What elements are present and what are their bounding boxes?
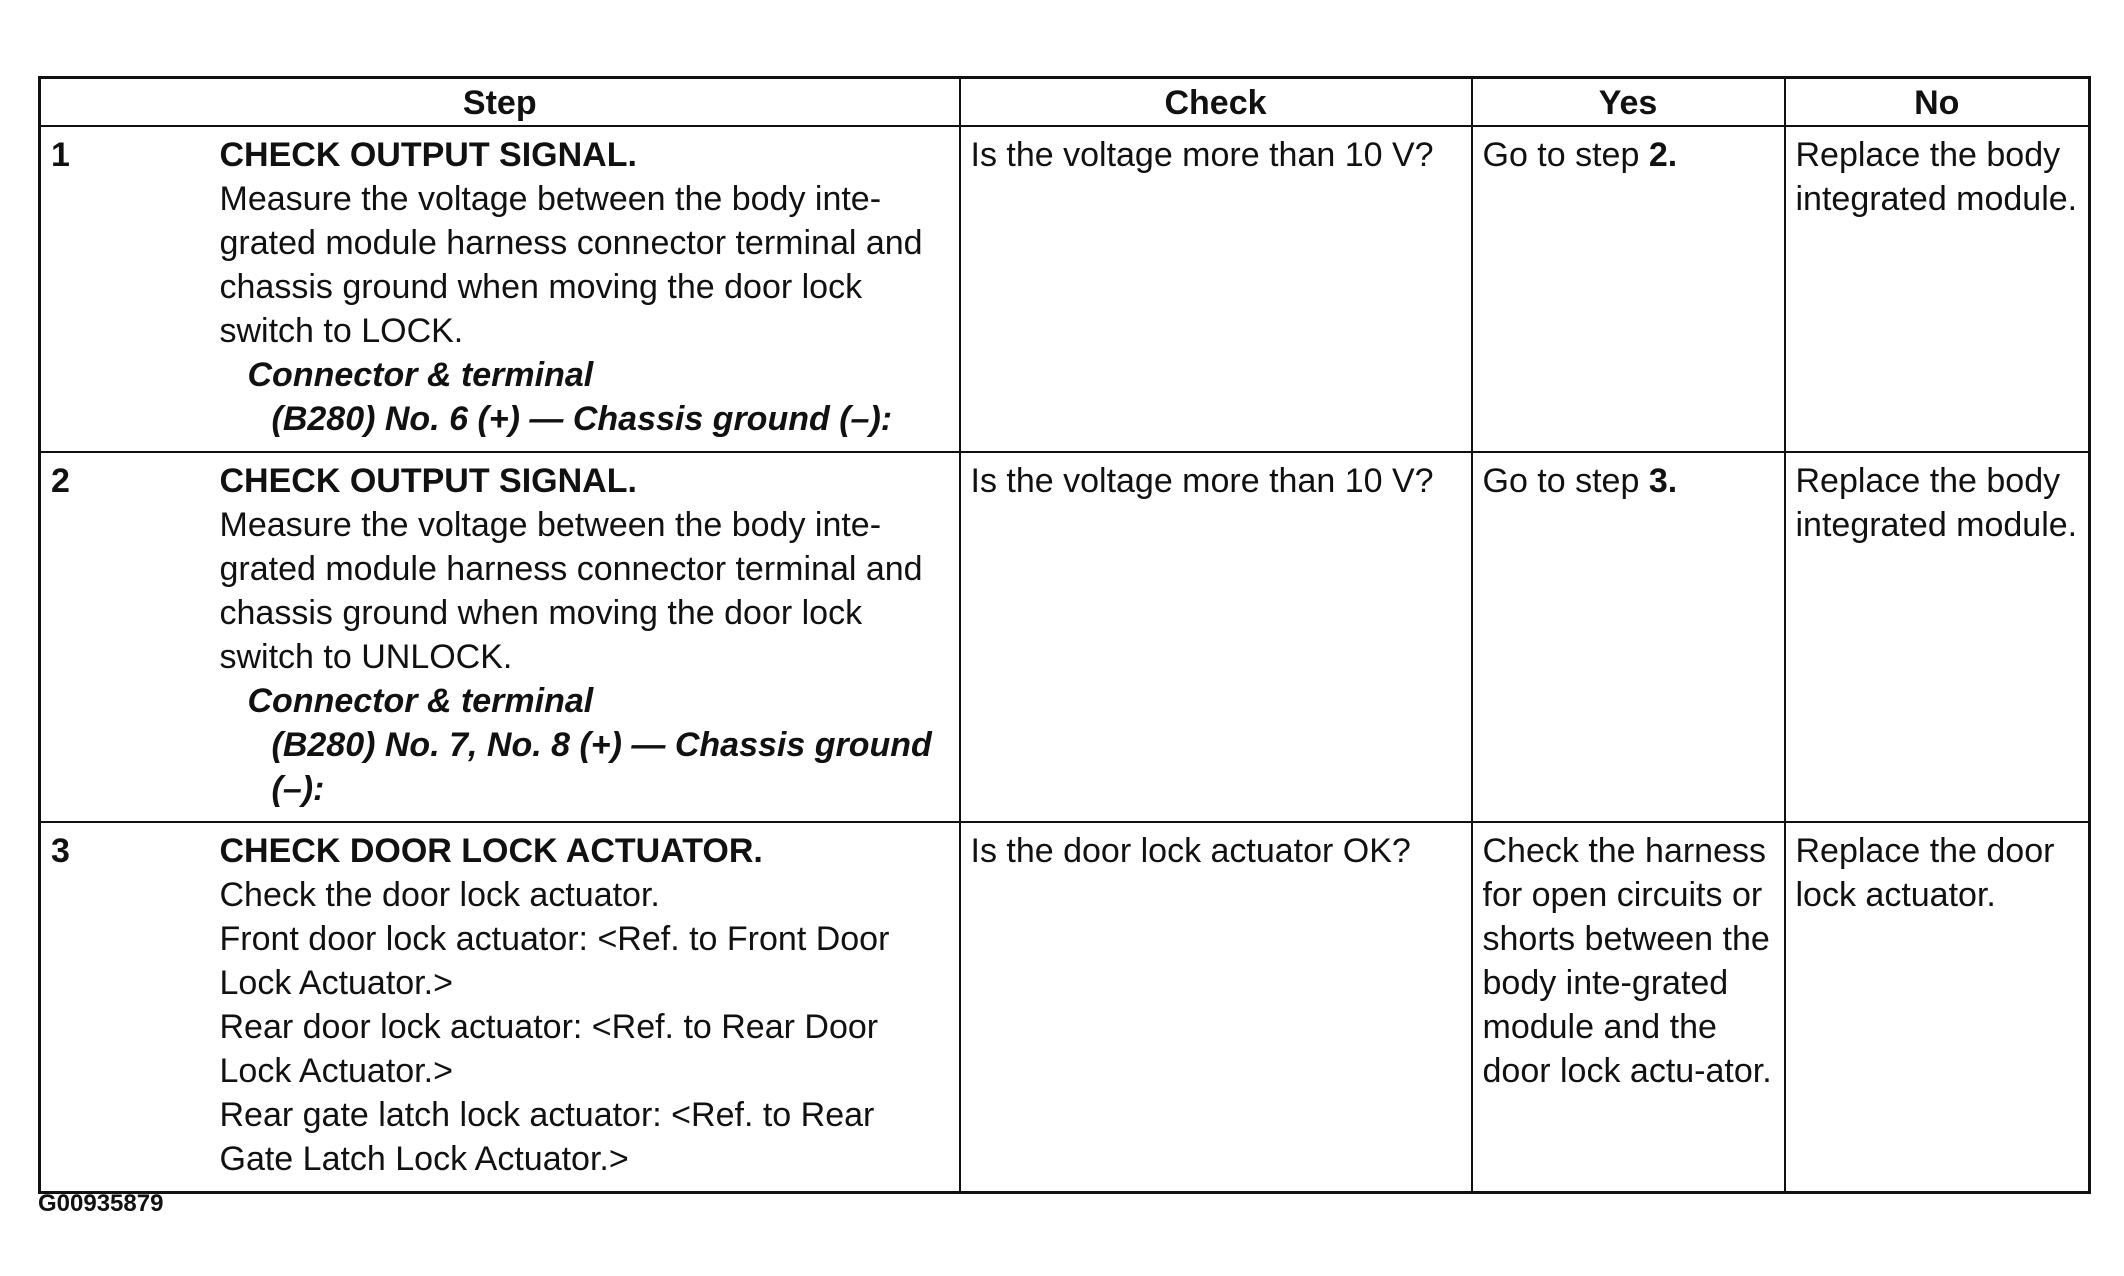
yes-prefix: Go to step [1482, 136, 1649, 174]
step-number: 1 [40, 126, 210, 452]
header-step: Step [40, 78, 960, 127]
no-cell: Replace the door lock actuator. [1785, 822, 2090, 1193]
step-title: CHECK OUTPUT SIGNAL. [219, 462, 637, 500]
step-line: Rear gate latch lock actuator: <Ref. to Rear [219, 1096, 875, 1134]
table-row [40, 822, 2090, 1193]
step-line: Rear door lock actuator: <Ref. to Rear Door [219, 1008, 879, 1046]
header-yes: Yes [1472, 78, 1785, 127]
figure-code: G00935879 [38, 1190, 164, 1217]
step-title: CHECK OUTPUT SIGNAL. [219, 136, 637, 174]
step-line: switch to LOCK. [219, 312, 464, 350]
step-line: Lock Actuator.> [219, 964, 453, 1002]
header-check: Check [960, 78, 1472, 127]
step-line: chassis ground when moving the door lock [219, 268, 863, 306]
no-cell: Replace the body integrated module. [1785, 452, 2090, 822]
no-cell: Replace the body integrated module. [1785, 126, 2090, 452]
step-number: 2 [40, 452, 210, 822]
yes-step-ref: 3. [1648, 462, 1678, 500]
step-line: Lock Actuator.> [219, 1052, 453, 1090]
check-cell: Is the door lock actuator OK? [960, 822, 1472, 1193]
step-line: grated module harness connector terminal and [219, 550, 923, 588]
step-line: Check the door lock actuator. [219, 876, 660, 914]
check-cell: Is the voltage more than 10 V? [960, 126, 1472, 452]
step-line: Measure the voltage between the body inte- [219, 180, 882, 218]
yes-step-ref: 2. [1648, 136, 1678, 174]
table-header-row [40, 78, 2090, 127]
yes-cell [1472, 126, 1785, 452]
step-line: Front door lock actuator: <Ref. to Front Door [219, 920, 890, 958]
yes-cell: Check the harness for open circuits or shorts between the body inte-grated module and the door lock actu-ator. [1472, 822, 1785, 1193]
connector-value: (–): [271, 770, 325, 808]
step-description [210, 452, 960, 822]
yes-prefix: Go to step [1482, 462, 1649, 500]
step-line: switch to UNLOCK. [219, 638, 513, 676]
diagnostic-table [38, 76, 2091, 1194]
step-line: grated module harness connector terminal and [219, 224, 923, 262]
diagnostic-table-container [38, 76, 2088, 1194]
connector-label: Connector & terminal [247, 682, 594, 720]
table-row [40, 452, 2090, 822]
connector-value: (B280) No. 6 (+) — Chassis ground (–): [271, 400, 893, 438]
step-title: CHECK DOOR LOCK ACTUATOR. [219, 832, 763, 870]
connector-label: Connector & terminal [247, 356, 594, 394]
step-description [210, 126, 960, 452]
step-line: Measure the voltage between the body inte- [219, 506, 882, 544]
connector-value: (B280) No. 7, No. 8 (+) — Chassis ground [271, 726, 932, 764]
yes-cell [1472, 452, 1785, 822]
check-cell: Is the voltage more than 10 V? [960, 452, 1472, 822]
header-no: No [1785, 78, 2090, 127]
step-line: chassis ground when moving the door lock [219, 594, 863, 632]
step-line: Gate Latch Lock Actuator.> [219, 1140, 629, 1178]
step-number: 3 [40, 822, 210, 1193]
table-row [40, 126, 2090, 452]
step-description [210, 822, 960, 1193]
